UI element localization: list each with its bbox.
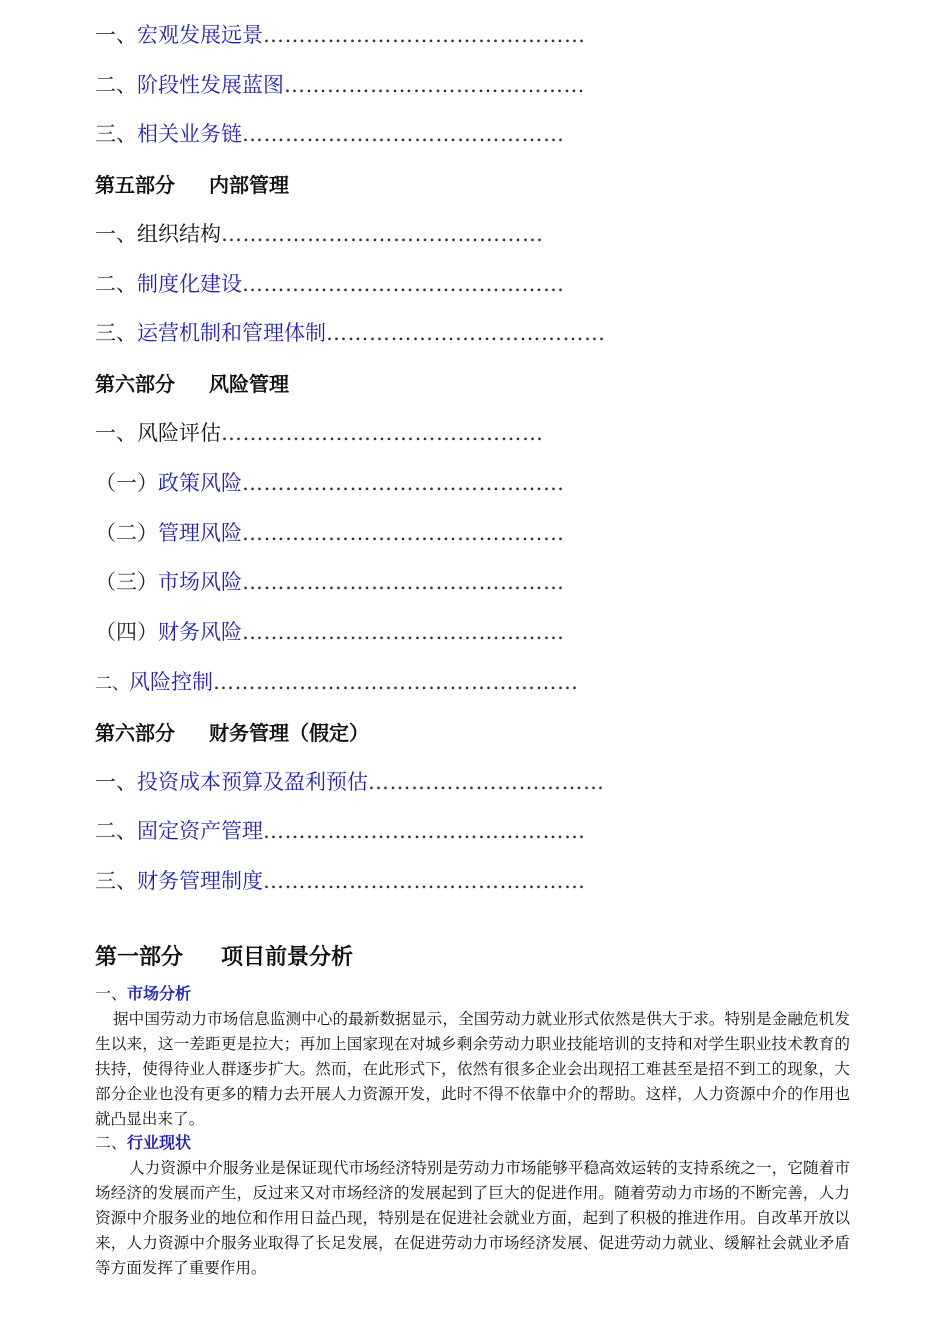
section-market-analysis-heading: 一、市场分析 [95, 984, 192, 1003]
toc-item-number: （二） [95, 521, 158, 545]
market-analysis-paragraph: 据中国劳动力市场信息监测中心的最新数据显示，全国劳动力就业形式依然是供大于求。特别是金融危机发生以来，这一差距更是拉大；再加上国家现在对城乡剩余劳动力职业技能培训的支持和对学生职业技术教育的扶持，使得待业人群逐步扩大。然而，在此形式下，依然有很多企业会出现招工难甚至是招不到工的现象，大部分企业也没有更多的精力去开展人力资源开发，此时不得不依靠中介的帮助。这样，人力资源中介的作用也就凸显出来了。 [95, 1010, 850, 1128]
toc-leader-dots: ……………………………………… [242, 471, 565, 495]
toc-leader-dots: ……………………………………… [242, 620, 565, 644]
section-heading-link[interactable]: 市场分析 [127, 984, 192, 1003]
toc-leader-dots: ………………………………… [326, 321, 606, 345]
toc-item-risk-assessment[interactable] [95, 420, 544, 446]
toc-item-link[interactable]: 财务风险 [158, 620, 242, 644]
toc-item-market-risk[interactable] [95, 569, 565, 595]
toc-item-number: 一、 [95, 770, 137, 794]
toc-item-number: 一、 [95, 421, 137, 445]
toc-item-link[interactable]: 市场风险 [158, 570, 242, 594]
section-industry-status-heading: 二、行业现状 [95, 1133, 192, 1152]
toc-part6-finance-heading: 第六部分 财务管理（假定） [95, 721, 369, 745]
toc-item-blueprint[interactable] [95, 72, 585, 98]
toc-item-business-chain[interactable] [95, 121, 565, 147]
toc-leader-dots: …………………………………………… [213, 670, 579, 694]
toc-item-link[interactable]: 固定资产管理 [137, 819, 263, 843]
toc-item-link[interactable]: 相关业务链 [137, 122, 242, 146]
toc-item-number: （四） [95, 620, 158, 644]
toc-item-link[interactable]: 财务管理制度 [137, 869, 263, 893]
toc-item-fixed-assets[interactable] [95, 818, 586, 844]
toc-item-number: 一、 [95, 222, 137, 246]
toc-item-link[interactable]: 政策风险 [158, 471, 242, 495]
toc-item-financial-risk[interactable] [95, 619, 565, 645]
toc-item-link[interactable]: 运营机制和管理体制 [137, 321, 326, 345]
toc-leader-dots: ……………………………………… [242, 570, 565, 594]
toc-item-link[interactable]: 风险控制 [129, 670, 213, 694]
toc-leader-dots: ……………………………………… [221, 421, 544, 445]
toc-leader-dots: ……………………………………… [263, 869, 586, 893]
toc-item-text: 组织结构 [137, 222, 221, 246]
toc-item-operations[interactable] [95, 320, 606, 346]
part1-title: 第一部分 项目前景分析 [95, 944, 354, 970]
toc-item-risk-control[interactable] [95, 669, 579, 697]
toc-item-number: 二、 [95, 73, 137, 97]
toc-item-link[interactable]: 制度化建设 [137, 272, 242, 296]
toc-item-org-structure[interactable] [95, 221, 544, 247]
toc-leader-dots: ……………………………………… [242, 521, 565, 545]
toc-item-number: 一、 [95, 23, 137, 47]
toc-item-link[interactable]: 阶段性发展蓝图 [137, 73, 284, 97]
toc-item-link[interactable]: 管理风险 [158, 521, 242, 545]
section-heading-link[interactable]: 行业现状 [127, 1133, 192, 1152]
toc-item-number: （一） [95, 471, 158, 495]
industry-status-paragraph: 人力资源中介服务业是保证现代市场经济特别是劳动力市场能够平稳高效运转的支持系统之一，它随着市场经济的发展而产生，反过来又对市场经济的发展起到了巨大的促进作用。随着劳动力市场的不断完善，人力资源中介服务业的地位和作用日益凸现，特别是在促进社会就业方面，起到了积极的推进作用。自改革开放以来，人力资源中介服务业取得了长足发展，在促进劳动力市场经济发展、促进劳动力就业、缓解社会就业矛盾等方面发挥了重要作用。 [95, 1159, 850, 1277]
toc-leader-dots: ……………………………………… [242, 272, 565, 296]
toc-item-number: 三、 [95, 869, 137, 893]
toc-leader-dots: ……………………………………… [263, 23, 586, 47]
toc-part6-risk-heading: 第六部分 风险管理 [95, 372, 289, 396]
toc-leader-dots: ……………………………………… [263, 819, 586, 843]
toc-item-link[interactable]: 宏观发展远景 [137, 23, 263, 47]
toc-item-policy-risk[interactable] [95, 470, 565, 496]
toc-item-number: （三） [95, 570, 158, 594]
toc-part5-heading: 第五部分 内部管理 [95, 173, 289, 197]
toc-item-management-risk[interactable] [95, 520, 565, 546]
toc-item-number: 二、 [95, 272, 137, 296]
toc-item-institution[interactable] [95, 271, 565, 297]
toc-item-number: 三、 [95, 122, 137, 146]
toc-item-number: 二、 [95, 674, 129, 694]
toc-item-finance-system[interactable] [95, 868, 586, 894]
toc-item-number: 二、 [95, 819, 137, 843]
toc-item-text: 风险评估 [137, 421, 221, 445]
toc-leader-dots: …………………………… [368, 770, 605, 794]
toc-item-number: 三、 [95, 321, 137, 345]
toc-item-investment-budget[interactable] [95, 769, 605, 795]
toc-leader-dots: ……………………………………… [221, 222, 544, 246]
toc-item-link[interactable]: 投资成本预算及盈利预估 [137, 770, 368, 794]
toc-leader-dots: …………………………………… [284, 73, 585, 97]
toc-item-vision[interactable] [95, 22, 586, 48]
toc-leader-dots: ……………………………………… [242, 122, 565, 146]
